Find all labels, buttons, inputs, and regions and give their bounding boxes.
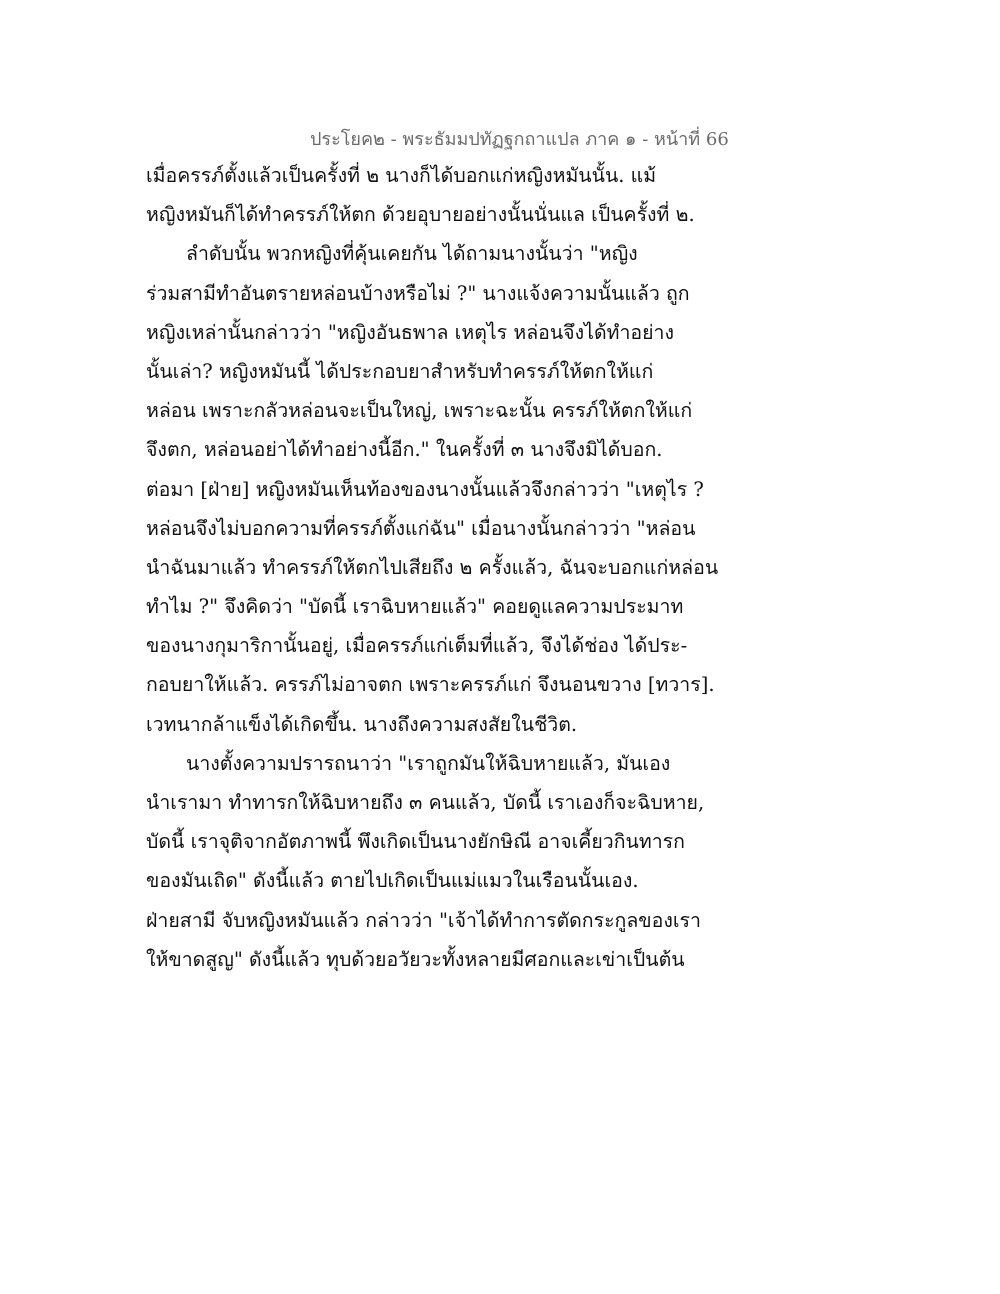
paragraph-first-line: นางตั้งความปรารถนาว่า "เราถูกมันให้ฉิบหายแล้ว, มันเอง bbox=[186, 751, 671, 775]
text-line: ร่วมสามีทำอันตรายหล่อนบ้างหรือไม่ ?" นางแจ้งความนั้นแล้ว ถูก bbox=[146, 281, 690, 305]
text-line: ทำไม ?" จึงคิดว่า "บัดนี้ เราฉิบหายแล้ว" คอยดูแลความประมาท bbox=[146, 595, 684, 619]
text-line: ฝ่ายสามี จับหญิงหมันแล้ว กล่าวว่า "เจ้าได้ทำการตัดกระกูลของเรา bbox=[146, 908, 701, 932]
text-line: เมื่อครรภ์ตั้งแล้วเป็นครั้งที่ ๒ นางก็ได้บอกแก่หญิงหมันนั้น. แม้ bbox=[146, 164, 657, 187]
running-header: ประโยค๒ - พระธัมมปทัฏฐกถาแปล ภาค ๑ - หน้าที่ 66 bbox=[310, 129, 729, 150]
body-text bbox=[146, 156, 736, 979]
text-line: ให้ขาดสูญ" ดังนี้แล้ว ทุบด้วยอวัยวะทั้งหลายมีศอกและเข่าเป็นต้น bbox=[146, 947, 685, 971]
text-line: นำฉันมาแล้ว ทำครรภ์ให้ตกไปเสียถึง ๒ ครั้งแล้ว, ฉันจะบอกแก่หล่อน bbox=[146, 555, 719, 579]
text-line: นั้นเล่า? หญิงหมันนี้ ได้ประกอบยาสำหรับทำครรภ์ให้ตกให้แก่ bbox=[146, 359, 654, 383]
text-line: หล่อน เพราะกลัวหล่อนจะเป็นใหญ่, เพราะฉะนั้น ครรภ์ให้ตกให้แก่ bbox=[146, 399, 693, 423]
text-line: จึงตก, หล่อนอย่าได้ทำอย่างนี้อีก." ในครั้งที่ ๓ นางจึงมิได้บอก. bbox=[146, 438, 663, 462]
text-line: ของนางกุมาริกานั้นอยู่, เมื่อครรภ์แก่เต็มที่แล้ว, จึงได้ช่อง ได้ประ- bbox=[146, 634, 688, 658]
text-line: หล่อนจึงไม่บอกความที่ครรภ์ตั้งแก่ฉัน" เมื่อนางนั้นกล่าวว่า "หล่อน bbox=[146, 516, 696, 540]
text-line: นำเรามา ทำทารกให้ฉิบหายถึง ๓ คนแล้ว, บัดนี้ เราเองก็จะฉิบหาย, bbox=[146, 791, 705, 814]
text-line: บัดนี้ เราจุติจากอัตภาพนี้ พึงเกิดเป็นนางยักษิณี อาจเคี้ยวกินทารก bbox=[146, 830, 685, 854]
text-line: หญิงหมันก็ได้ทำครรภ์ให้ตก ด้วยอุบายอย่างนั้นนั่นแล เป็นครั้งที่ ๒. bbox=[146, 203, 695, 227]
text-line: ของมันเถิด" ดังนี้แล้ว ตายไปเกิดเป็นแม่แมวในเรือนนั้นเอง. bbox=[146, 869, 639, 893]
text-line: กอบยาให้แล้ว. ครรภ์ไม่อาจตก เพราะครรภ์แก่ จึงนอนขวาง [ทวาร]. bbox=[146, 673, 715, 697]
text-line: ต่อมา [ฝ่าย] หญิงหมันเห็นท้องของนางนั้นแล้วจึงกล่าวว่า "เหตุไร ? bbox=[146, 477, 704, 501]
paragraph-first-line: ลำดับนั้น พวกหญิงที่คุ้นเคยกัน ได้ถามนางนั้นว่า "หญิง bbox=[186, 242, 638, 266]
text-line: เวทนากล้าแข็งได้เกิดขึ้น. นางถึงความสงสัยในชีวิต. bbox=[146, 712, 578, 736]
text-line: หญิงเหล่านั้นกล่าวว่า "หญิงอันธพาล เหตุไร หล่อนจึงได้ทำอย่าง bbox=[146, 320, 675, 344]
